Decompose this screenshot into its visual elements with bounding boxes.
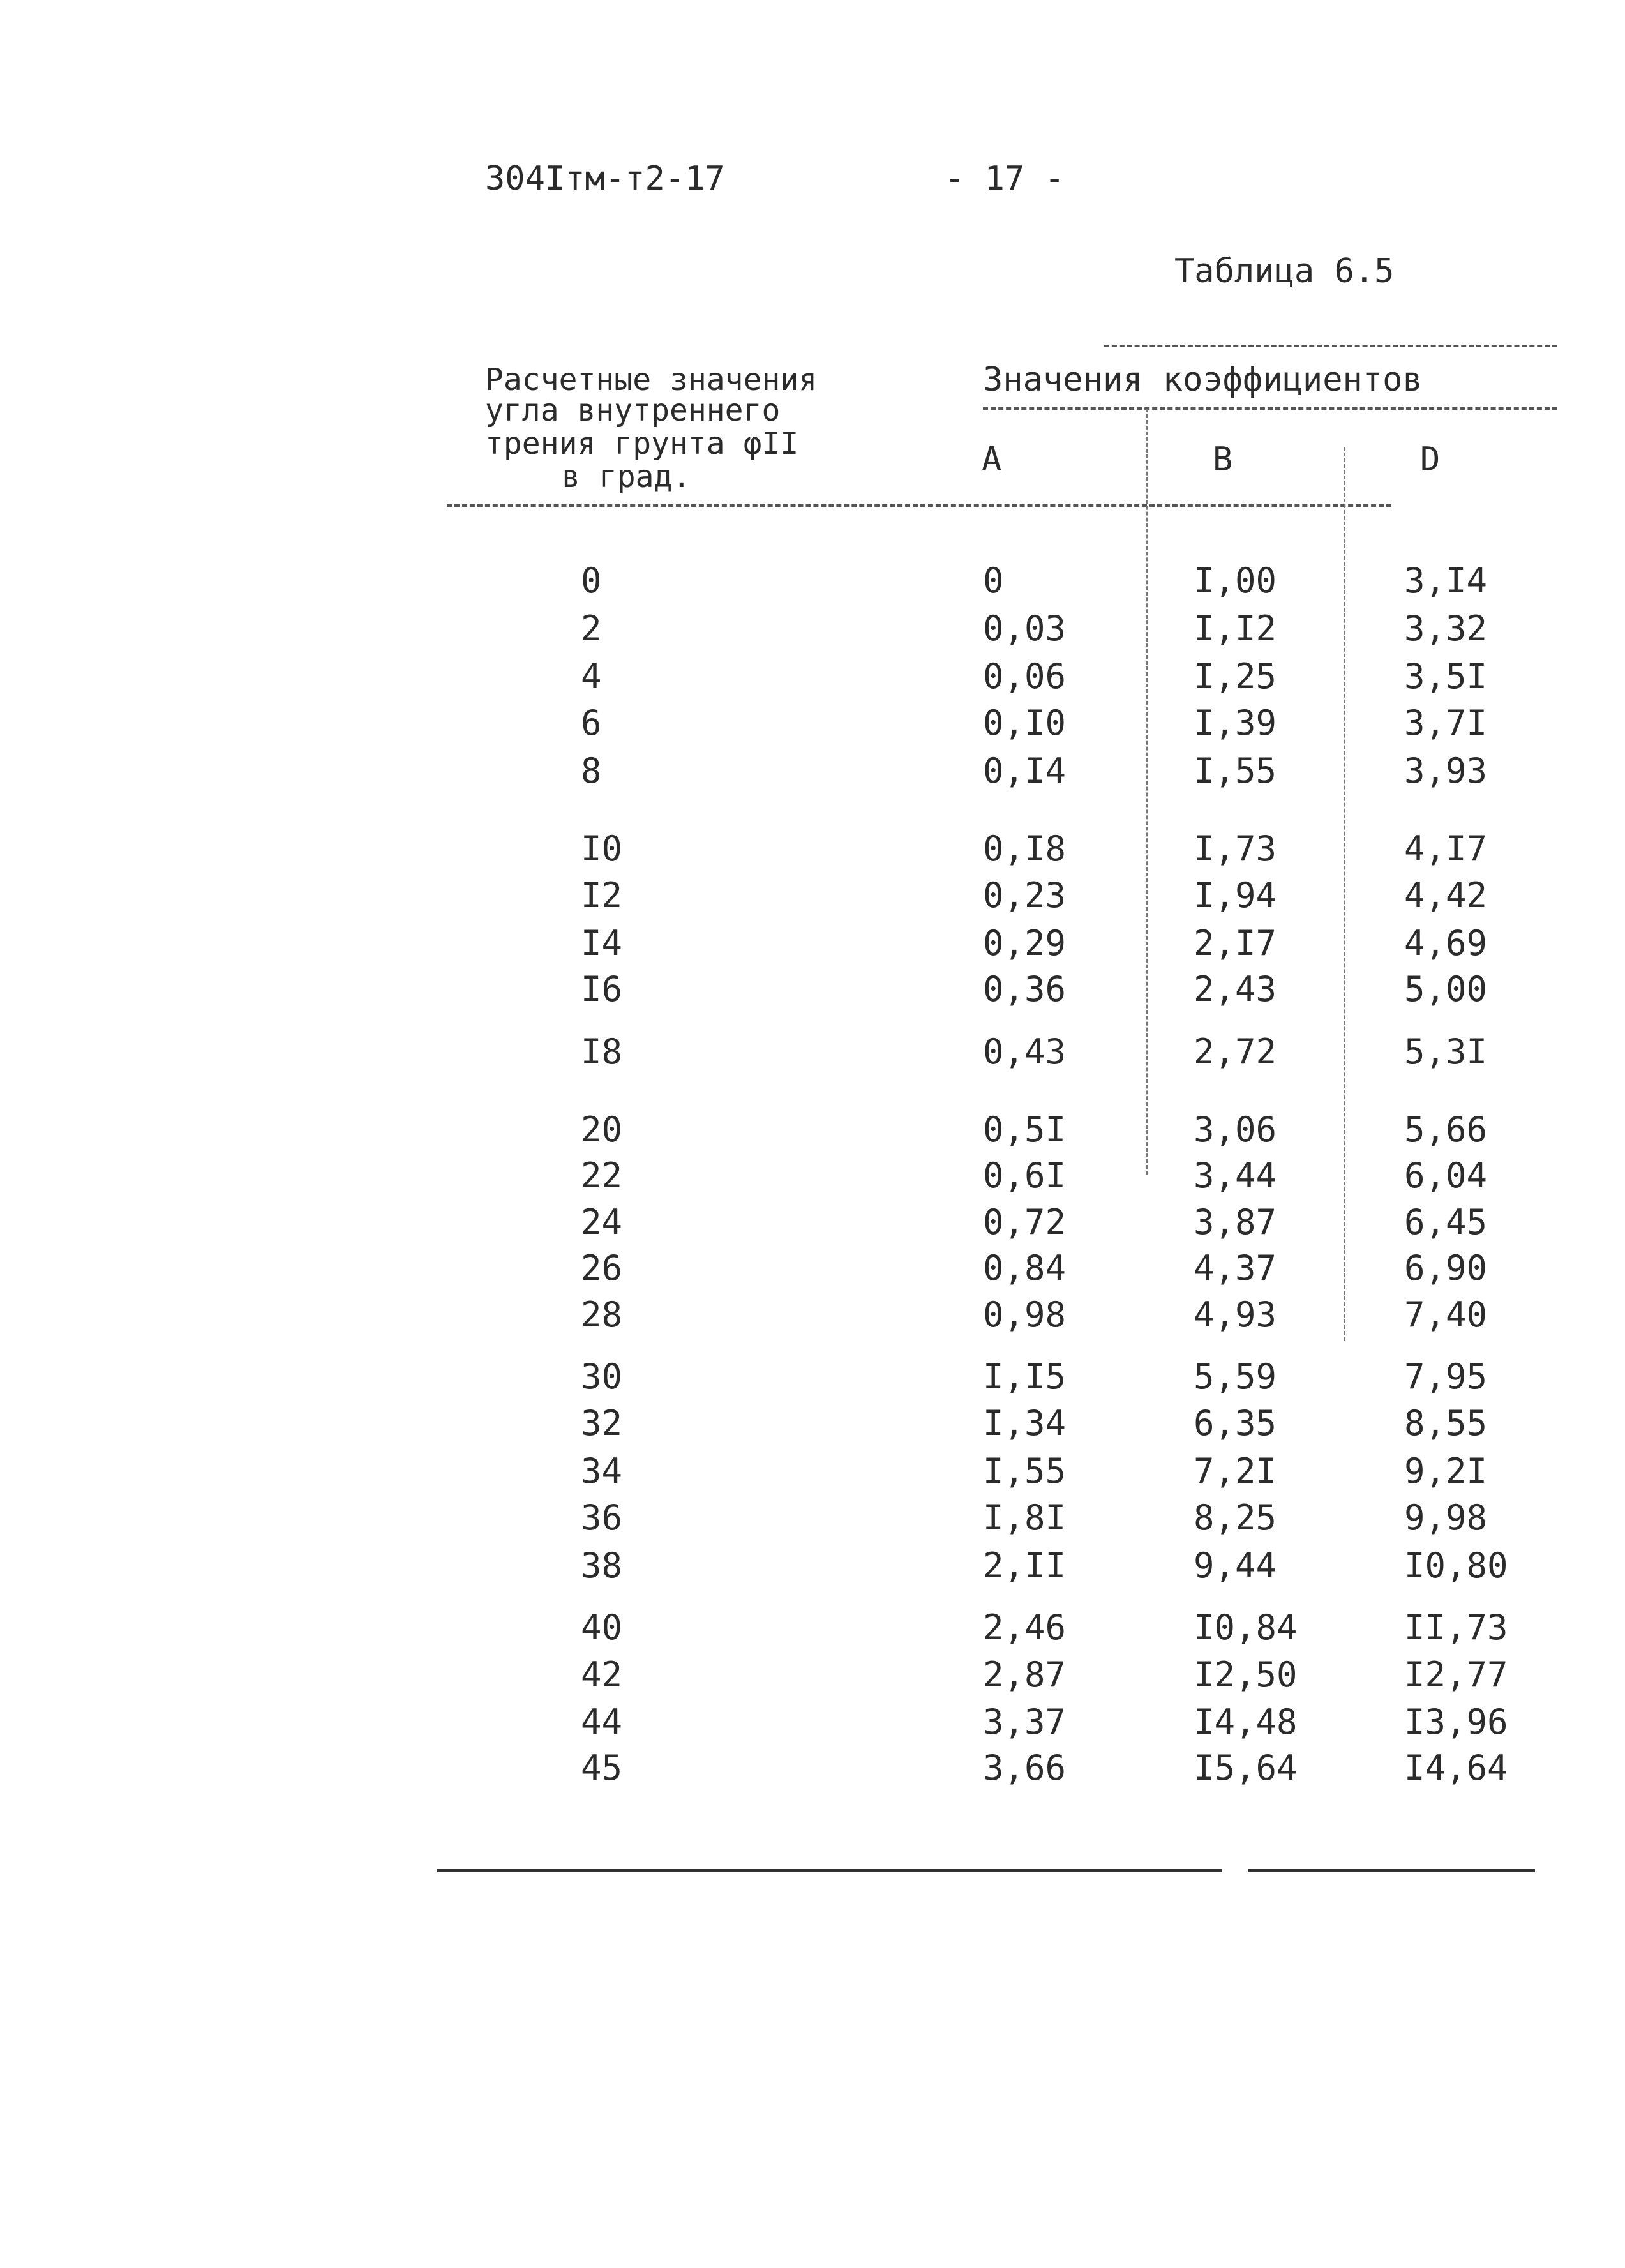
column-header-a: A xyxy=(982,440,1002,479)
coefficient-d-cell: II,73 xyxy=(1404,1607,1508,1648)
row-header-line-3: трения грунта φII xyxy=(485,426,799,462)
coefficient-b-cell: 5,59 xyxy=(1194,1356,1277,1397)
angle-cell: 44 xyxy=(581,1702,623,1742)
column-separator-b-d xyxy=(1344,447,1345,1341)
coefficient-b-cell: I0,84 xyxy=(1194,1607,1298,1648)
coefficient-a-cell: 2,46 xyxy=(983,1607,1067,1648)
document-code: 304Iтм-т2-17 xyxy=(485,160,725,198)
row-header-line-4: в град. xyxy=(562,459,691,495)
coefficient-b-cell: 4,93 xyxy=(1194,1295,1277,1335)
coefficient-d-cell: 9,98 xyxy=(1404,1498,1488,1538)
coefficient-a-cell: 0 xyxy=(983,560,1004,601)
table-bottom-rule-right xyxy=(1248,1869,1535,1872)
coefficient-d-cell: 8,55 xyxy=(1404,1403,1488,1443)
angle-cell: 32 xyxy=(581,1403,623,1443)
coefficient-a-cell: 0,43 xyxy=(983,1032,1067,1072)
coefficient-b-cell: I5,64 xyxy=(1194,1748,1298,1788)
coefficient-b-cell: I,25 xyxy=(1194,656,1277,696)
angle-cell: 30 xyxy=(581,1356,623,1397)
coefficient-b-cell: I,39 xyxy=(1194,703,1277,743)
angle-cell: 34 xyxy=(581,1451,623,1491)
coefficient-a-cell: 3,66 xyxy=(983,1748,1067,1788)
coefficient-a-cell: 0,I8 xyxy=(983,829,1067,869)
angle-cell: 40 xyxy=(581,1607,623,1648)
coefficient-d-cell: 3,93 xyxy=(1404,751,1488,791)
coefficient-a-cell: 0,I0 xyxy=(983,703,1067,743)
coefficient-d-cell: 4,42 xyxy=(1404,875,1488,915)
coefficient-a-cell: I,I5 xyxy=(983,1356,1067,1397)
angle-cell: 36 xyxy=(581,1498,623,1538)
angle-cell: 26 xyxy=(581,1248,623,1288)
coefficient-b-cell: I,00 xyxy=(1194,560,1277,601)
coefficient-a-cell: 2,II xyxy=(983,1545,1067,1586)
angle-cell: 22 xyxy=(581,1155,623,1196)
coefficient-b-cell: 7,2I xyxy=(1194,1451,1277,1491)
angle-cell: 4 xyxy=(581,656,602,696)
angle-cell: 6 xyxy=(581,703,602,743)
coefficient-b-cell: 8,25 xyxy=(1194,1498,1277,1538)
angle-cell: 2 xyxy=(581,608,602,649)
coefficient-b-cell: I2,50 xyxy=(1194,1655,1298,1695)
angle-cell: 42 xyxy=(581,1655,623,1695)
angle-cell: I8 xyxy=(581,1032,623,1072)
column-header-d: D xyxy=(1420,440,1441,479)
coefficient-d-cell: 3,32 xyxy=(1404,608,1488,649)
coefficient-d-cell: 4,I7 xyxy=(1404,829,1488,869)
angle-cell: 20 xyxy=(581,1109,623,1150)
coefficient-a-cell: 0,06 xyxy=(983,656,1067,696)
angle-cell: 24 xyxy=(581,1202,623,1242)
angle-cell: I0 xyxy=(581,829,623,869)
coefficient-a-cell: 3,37 xyxy=(983,1702,1067,1742)
coefficient-a-cell: 0,23 xyxy=(983,875,1067,915)
angle-cell: 8 xyxy=(581,751,602,791)
row-header-line-1: Расчетные значения xyxy=(485,362,818,398)
coefficient-b-cell: I,I2 xyxy=(1194,608,1277,649)
coefficient-d-cell: 5,3I xyxy=(1404,1032,1488,1072)
coefficient-a-cell: 2,87 xyxy=(983,1655,1067,1695)
coefficient-a-cell: 0,36 xyxy=(983,969,1067,1009)
coefficient-d-cell: I2,77 xyxy=(1404,1655,1508,1695)
coefficient-b-cell: I,55 xyxy=(1194,751,1277,791)
angle-cell: 45 xyxy=(581,1748,623,1788)
coefficient-a-cell: I,55 xyxy=(983,1451,1067,1491)
coefficient-b-cell: 6,35 xyxy=(1194,1403,1277,1443)
angle-cell: I2 xyxy=(581,875,623,915)
coefficient-d-cell: 6,04 xyxy=(1404,1155,1488,1196)
coefficient-d-cell: 6,90 xyxy=(1404,1248,1488,1288)
coefficient-b-cell: 2,43 xyxy=(1194,969,1277,1009)
page-number: - 17 - xyxy=(945,160,1065,198)
coefficient-d-cell: 5,00 xyxy=(1404,969,1488,1009)
coefficient-d-cell: I4,64 xyxy=(1404,1748,1508,1788)
coefficient-b-cell: I4,48 xyxy=(1194,1702,1298,1742)
coefficient-b-cell: I,73 xyxy=(1194,829,1277,869)
coefficient-b-cell: 3,87 xyxy=(1194,1202,1277,1242)
coefficient-b-cell: 9,44 xyxy=(1194,1545,1277,1586)
angle-cell: I6 xyxy=(581,969,623,1009)
coefficient-d-cell: 3,I4 xyxy=(1404,560,1488,601)
coefficient-a-cell: 0,5I xyxy=(983,1109,1067,1150)
coefficient-d-cell: 3,5I xyxy=(1404,656,1488,696)
coefficient-a-cell: 0,98 xyxy=(983,1295,1067,1335)
coefficient-d-cell: 5,66 xyxy=(1404,1109,1488,1150)
angle-cell: 38 xyxy=(581,1545,623,1586)
table-label: Таблица 6.5 xyxy=(1174,252,1395,290)
coefficient-a-cell: 0,I4 xyxy=(983,751,1067,791)
coefficient-a-cell: 0,72 xyxy=(983,1202,1067,1242)
coefficient-a-cell: I,34 xyxy=(983,1403,1067,1443)
angle-cell: I4 xyxy=(581,923,623,963)
coefficients-group-header: Значения коэффициентов xyxy=(983,361,1423,399)
coefficient-a-cell: 0,29 xyxy=(983,923,1067,963)
column-separator-a-b xyxy=(1146,409,1148,1175)
coefficient-d-cell: I3,96 xyxy=(1404,1702,1508,1742)
angle-cell: 0 xyxy=(581,560,602,601)
coefficient-d-cell: 3,7I xyxy=(1404,703,1488,743)
angle-cell: 28 xyxy=(581,1295,623,1335)
header-bottom-rule xyxy=(447,504,1391,507)
coefficient-a-cell: 0,6I xyxy=(983,1155,1067,1196)
coefficient-b-cell: 2,72 xyxy=(1194,1032,1277,1072)
coefficient-a-cell: 0,84 xyxy=(983,1248,1067,1288)
table-bottom-rule-left xyxy=(437,1869,1222,1872)
coefficient-a-cell: 0,03 xyxy=(983,608,1067,649)
coefficient-b-cell: 4,37 xyxy=(1194,1248,1277,1288)
coefficient-a-cell: I,8I xyxy=(983,1498,1067,1538)
coefficient-d-cell: 4,69 xyxy=(1404,923,1488,963)
group-header-rule xyxy=(983,407,1557,410)
coefficient-b-cell: I,94 xyxy=(1194,875,1277,915)
coefficient-d-cell: 7,40 xyxy=(1404,1295,1488,1335)
coefficient-d-cell: 7,95 xyxy=(1404,1356,1488,1397)
coefficient-d-cell: 6,45 xyxy=(1404,1202,1488,1242)
column-header-b: B xyxy=(1213,440,1233,479)
coefficient-d-cell: I0,80 xyxy=(1404,1545,1508,1586)
coefficient-b-cell: 3,44 xyxy=(1194,1155,1277,1196)
coefficient-b-cell: 2,I7 xyxy=(1194,923,1277,963)
coefficient-b-cell: 3,06 xyxy=(1194,1109,1277,1150)
coefficient-d-cell: 9,2I xyxy=(1404,1451,1488,1491)
row-header-line-2: угла внутреннего xyxy=(485,393,781,428)
table-top-rule xyxy=(1104,345,1557,347)
